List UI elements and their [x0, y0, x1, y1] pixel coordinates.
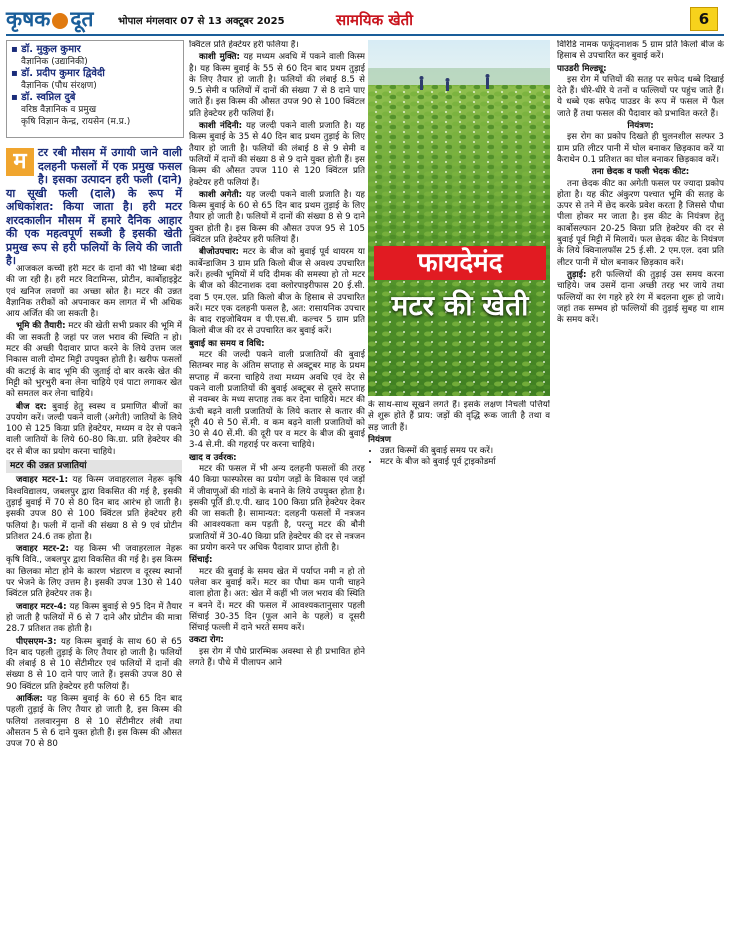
subheading: बीज दर: [16, 401, 47, 412]
paragraph: हरी फल्लियों की तुड़ाई उस समय करना चाहिये। जब उसमें दाना अच्छी तरह भर जाये तथा फल्लियों का रंग गहरे हरे रंग में बदलना शुरू हो जाये। जहां तक सम्भव हो फल्लियों की तुड़ाई सुबह या शाम के समय करें। [557, 269, 724, 326]
subheading: भूमि की तैयारी: [16, 321, 66, 332]
paragraph: तना छेदक कीट का अगेती फसल पर ज्यादा प्रकोप होता है। यह कीट अंकुरण पश्चात भूमि की सतह के ऊपर से तने में छेद करके प्रवेश करता है जिससे पौधा पीला होकर मर जाता है। इस कीट के नियंत्रण हेतु कार्बोसल्फान 20-25 किग्रा प्रति हेक्टेयर की दर से बुवाई पूर्व मिट्टी में मिलायें। फल छेदक कीट के नियंत्रण के लिये क्विनालफॉस 25 ई.सी. 2 एम.एल. दवा प्रति लीटर पानी में घोल बनाकर छिड़काव करें। [557, 178, 724, 268]
list-item: • उन्नत किस्मों की बुवाई समय पर करें। [380, 446, 550, 457]
author-name: ▪ डॉ. मुकुल कुमार [11, 44, 179, 56]
paragraph: यह किस्म बुवाई से 95 दिन में तैयार हो जाती है फलियों में 6 से 7 दाने और प्रोटीन की मात्रा 28.7 प्रतिशत तक होती है। [6, 601, 182, 635]
paragraph: यह मध्यम अवधि में पकने वाली किस्म है। यह किस्म बुवाई के 55 से 60 दिन बाद प्रथम तुड़ाई के लिए तैयार हो जाती है। फलियों की लंबाई 8.5 से 9.5 सेमी व फलियों में दानों की संख्या 7 से 8 दाने पाए जाते हैं। इस किस्म की औसत उपज 90 से 100 क्विंटल प्रति हेक्टेयर हरी फलियां हैं। [189, 52, 365, 119]
article-column-3 [368, 400, 550, 475]
subheading: काशी मुक्ति: [199, 52, 240, 63]
author-role: वरिष्ठ वैज्ञानिक व प्रमुख [21, 105, 97, 115]
subheading: उकटा रोग: [189, 635, 224, 646]
author-role: वैज्ञानिक (उद्यानिकी) [21, 57, 88, 67]
paragraph: के साथ-साथ सूखने लगते हैं। इसके लक्षण निचली पत्तियों से शुरू होते हैं प्राय: जड़ों की वृद्धि रूक जाती है तथा व सड़ जाती हैं। [368, 400, 550, 433]
subheading: जवाहर मटर-1: [16, 475, 69, 486]
paragraph: मटर की जल्दी पकने वाली प्रजातियों की बुवाई सितम्बर माह के अंतिम सप्ताह से अक्टूबर माह के प्रथम सप्ताह में करना चाहिये तथा मध्यम अवधि एवं देर से पकने वाली प्रजातियों की बुवाई अक्टूबर से दूसरे सप्ताह से नवम्बर के मध्य सप्ताह तक कर देना चाहिये। मटर की ऊंची बढ़ने वाली प्रजातियों के लिये कतार से कतार की दूरी 40 से 50 सें.मी. व कम बढ़ने वाली प्रजातियों को 30 से 40 सें.मी. की दूरी पर व मटर के बीज की बुवाई 3-4 से.मी. की गहराई पर करना चाहिये। [189, 350, 365, 451]
newspaper-logo [6, 6, 94, 32]
article-intro [6, 146, 182, 267]
drop-cap: म [6, 148, 34, 176]
paragraph: यह किस्म बुवाई के साथ 60 से 65 दिन बाद पहली तुड़ाई के लिए तैयार हो जाती है। फलियों की लंबाई 8 से 10 सेंटीमीटर एवं फलियों में दानों की संख्या 8 से 10 दाने पाए जाते हैं। इसकी उपज 80 से 90 क्विंटल प्रति हेक्टेयर हरी फलियां हैं। [6, 636, 182, 692]
subheading: बीजोउपचार: [199, 247, 239, 258]
subheading: तना छेदक व फली भेदक कीट: [591, 167, 690, 178]
author-role: वैज्ञानिक (पौध संरक्षण) [21, 81, 97, 91]
subheading: नियंत्रण: [627, 121, 654, 132]
section-title: सामयिक खेती [336, 11, 414, 29]
logo-emblem-icon [52, 13, 68, 29]
subheading: काशी नंदिनी: [199, 121, 243, 132]
article-column-4 [557, 40, 724, 460]
paragraph: मटर की खेती सभी प्रकार की भूमि में की जा सकती है जहां पर जल भराव की स्थिति न हो। मटर की अच्छी पैदावार प्राप्त करने के लिये उत्तम जल निकास वाली दोमट मिट्टी उपयुक्त होती है। खरीफ फसलों की कटाई के बाद भूमि की जुताई दो बार करके खेत की मिट्टी को भुरभुरी बना लेना चाहिये एवं पाटा लगाकर खेत को समतल कर लेना चाहिये। [6, 321, 182, 400]
paragraph: यह जल्दी पकने वाली प्रजाति है। यह किस्म बुवाई के 35 से 40 दिन बाद प्रथम तुड़ाई के लिए तैयार हो जाती है। फलियों की लंबाई 8 से 9 सेमी व फलियों में दानों की संख्या 8 से 9 दाने युक्त होती हैं। इस किस्म की औसत उपज 110 से 120 क्विंटल प्रति हेक्टेयर हरी फलियां हैं। [189, 121, 365, 188]
subheading: सिंचाई: [189, 555, 213, 566]
pea-field-illustration [368, 40, 550, 396]
control-list [368, 446, 550, 469]
page-number: 6 [690, 7, 718, 31]
paragraph: विरिडि नामक फफूंदनाशक 5 ग्राम प्रति किलो बीज के हिसाब से उपचारित कर बुवाई करें। [557, 40, 724, 62]
subheading: जवाहर मटर-2: [16, 544, 69, 555]
intro-text: टर रबी मौसम में उगायी जाने वाली दलहनी फसलों में एक प्रमुख फसल है। इसका उत्पादन हरी फली (दाने) या सूखी फली (दाले) के रूप में अधिकांशत: किया जाता है। हरी मटर शरदकालीन मौसम में हमारे दैनिक आहार की एक महत्वपूर्ण सब्जी है इसकी खेती प्रमुख रूप से हरी फलियों के लिये की जाती है। [6, 146, 182, 267]
headline-line-1: फायदेमंद [374, 246, 546, 280]
logo-part1: कृषक [6, 6, 51, 31]
varieties-heading: मटर की उन्नत प्रजातियां [6, 460, 182, 473]
paragraph: यह किस्म बुवाई के 60 से 65 दिन बाद पहली तुड़ाई के लिए तैयार हो जाती है, इस किस्म की फलियां तलवारनुमा 8 से 10 सेंटीमीटर लंबी तथा औसतन 5 से 6 दाने युक्त होती हैं। इस किस्म की औसत उपज 70 से 80 [6, 693, 182, 750]
author-name: ▪ डॉ. प्रदीप कुमार द्विवेदी [11, 68, 179, 80]
pea-field-photo [368, 40, 550, 396]
paragraph: आजकल कच्ची हरी मटर के दानों की भी डिब्बा बंदी की जा रही है। हरी मटर विटामिन्स, प्रोटीन, कार्बोहाइड्रेट एवं खनिज लवणों का अच्छा स्रोत है। मटर की उन्नत वैज्ञानिक तरीकों को अपनाकर कम लागत में भी अधिक आय अर्जित की जा सकती है। [6, 264, 182, 320]
paragraph: मटर की बुवाई के समय खेत में पर्याप्त नमी न हो तो पलेवा कर बुवाई करें। मटर का पौधा कम पानी चाहने वाला होता है। अत: खेत में कहीं भी जल भराव की स्थिति न बनने दें। मटर की फसल में आवश्यकतानुसार पहली सिंचाई 30-35 दिन (फूल आने के पहले) व दूसरी सिंचाई फल्ली में दाने भरते समय करें। [189, 566, 365, 634]
headline-line-2: मटर की खेती [391, 289, 529, 322]
author-name: ▪ डॉ. स्वप्निल दुबे [11, 92, 179, 104]
article-column-2 [189, 40, 365, 940]
paragraph: इस रोग में पौधे प्रारम्भिक अवस्था से ही प्रभावित होने लगते हैं। पौधे में पीलापन आने [189, 646, 365, 669]
paragraph: इस रोग का प्रकोप दिखते ही घुलनशील सल्फर 3 ग्राम प्रति लीटर पानी में घोल बनाकर छिड़काव करें या कैराथेन 0.1 प्रतिशत का घोल बनाकर छिड़काव करें। [557, 132, 724, 165]
subheading: जवाहर मटर-4: [16, 601, 67, 612]
paragraph: यह किस्म भी जवाहरलाल नेहरू कृषि विवि., जबलपुर द्वारा विकसित की गई है। इस किस्म का छिलका मोटा होने के कारण भंडारण व दूरस्थ स्थानों पर भेजने के लिए उत्तम है। इसकी उपज 130 से 140 क्विंटल प्रति हेक्टेयर तक है। [6, 544, 182, 600]
subheading: पाउडरी मिल्ड्यू: [557, 63, 607, 74]
article-column-1 [6, 264, 182, 940]
paragraph: यह जल्दी पकने वाली प्रजाति है। यह किस्म बुवाई के 60 से 65 दिन बाद प्रथम तुड़ाई के लिए तैयार हो जाती है। फलियों में दानों की संख्या 8 से 9 दाने युक्त होती है। इस किस्म की औसत उपज 95 से 105 क्विंटल प्रति हेक्टेयर हरी फलियां हैं। [189, 189, 365, 246]
subheading: तुड़ाई: [567, 269, 587, 280]
list-item: • मटर के बीज को बुवाई पूर्व ट्राइकोडर्मा [380, 457, 550, 468]
masthead [6, 6, 724, 36]
paragraph: यह किस्म जवाहरलाल नेहरू कृषि विश्वविद्यालय, जबलपुर द्वारा विकसित की गई है, इसकी तुड़ाई बुवाई में 70 से 80 दिन बाद आरंभ हो जाती है। इसकी उपज 80 से 100 क्विंटल प्रति हेक्टेयर हरी फलियां है। फली में दानों की संख्या 8 से 9 एवं प्रोटीन प्रतिशत 24.6 तक होता है। [6, 475, 182, 542]
subheading: काशी अगेती: [199, 189, 243, 200]
subheading: पीएसएम-3: [16, 636, 57, 647]
paragraph: मटर की फसल में भी अन्य दलहनी फसलों की तरह 40 किग्रा फास्फोरस का प्रयोग जड़ों के विकास एवं जड़ों में जीवाणुओं की गांठों के बनाने के लिये उपयुक्त होता है। इसकी पूर्ति डी.ए.पी. खाद 100 किग्रा प्रति हेक्टेयर देकर की जा सकती है। सामान्यत: दलहनी फसलों में नत्रजन की आवश्यकता कम पड़ती है, परन्तु मटर की बौनी प्रजातियों में 30-40 किग्रा प्रति हेक्टेयर की दर से नत्रजन का प्रयोग करने पर अधिक पैदावार प्राप्त होती है। [189, 463, 365, 554]
subheading: नियंत्रण [368, 434, 391, 445]
author-box [6, 40, 184, 138]
subheading: आर्किल: [16, 693, 43, 704]
subheading: बुवाई का समय व विधि: [189, 338, 265, 349]
paragraph: बुवाई हेतु स्वस्थ व प्रमाणित बीजों का उपयोग करें। जल्दी पकने वाली (अगेती) जातियों के लिये 100 से 125 किग्रा प्रति हेक्टेयर, मध्यम व देर से पकने वाली जातियों के लिये 60-80 कि.ग्रा. प्रति हेक्टेयर की दर से बीज का प्रयोग करना चाहिये। [6, 401, 182, 457]
headline [374, 246, 546, 338]
subheading: खाद व उर्वरक: [189, 452, 237, 463]
paragraph: क्विंटल प्रति हेक्टेयर हरी फलिया हैं। [189, 40, 299, 50]
logo-part2: दूत [70, 6, 94, 31]
paragraph: इस रोग में पत्तियों की सतह पर सफेद धब्बे दिखाई देते हैं। धीरे-धीरे ये तनों व फल्लियों पर पहुंच जाते हैं। ये धब्बे एक सफेद पाउडर के रूप में फसल में फैल जाते हैं तथा फसल की पैदावार को प्रभावित करते हैं। [557, 74, 724, 119]
edition-dateline: भोपाल मंगलवार 07 से 13 अक्टूबर 2025 [118, 16, 285, 27]
paragraph: मटर के बीज को बुवाई पूर्व थायरम या कार्बेन्डाजिम 3 ग्राम प्रति किलो बीज से अवश्य उपचारित करें। हल्की भूमियों में यदि दीमक की समस्या हो तो मटर के बीज को कीटनाशक दवा क्लोरपाइरीफास 20 ई.सी. दवा 5 एम.एल. प्रति किलो बीज के हिसाब से उपचारित करें। मटर एक दलहनी फसल है, अत: रासायनिक उपचार के बाद राइजोबियम व पी.एस.बी. कल्चर 5 ग्राम प्रति किलो बीज की दर से उपचारित कर बुवाई करें। [189, 247, 365, 337]
author-affiliation: कृषि विज्ञान केन्द्र, रायसेन (म.प्र.) [21, 117, 131, 127]
